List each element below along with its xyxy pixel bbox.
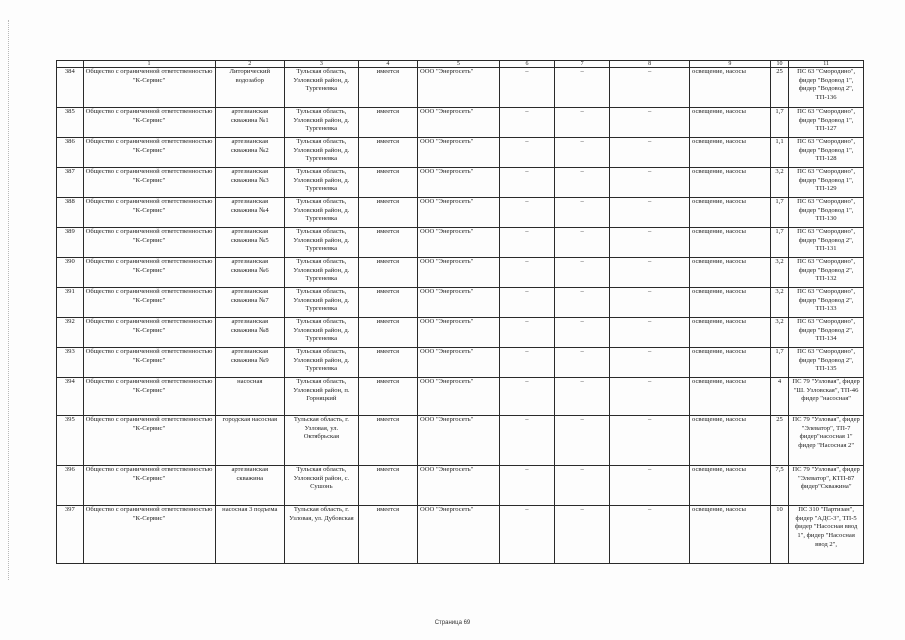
organization-cell: Общество с ограниченной ответственностью "К-Сервис" [83,258,215,288]
row-number: 386 [57,138,84,168]
organization-cell: Общество с ограниченной ответственностью "К-Сервис" [83,108,215,138]
power-cell: 3,2 [770,318,788,348]
power-cell: 3,2 [770,168,788,198]
column-header: 5 [418,61,500,68]
column-6-cell: – [499,228,554,258]
usage-cell: освещение, насосы [690,348,771,378]
column-6-cell: – [499,168,554,198]
column-7-cell: – [555,466,610,506]
availability-cell: имеется [358,506,417,564]
supplier-cell: ООО "Энергосеть" [418,416,500,466]
organization-cell: Общество с ограниченной ответственностью "К-Сервис" [83,348,215,378]
row-number: 385 [57,108,84,138]
availability-cell: имеется [358,258,417,288]
object-cell: артезианская скважина [215,466,285,506]
power-source-cell: ПС 310 "Партизан", фидер "АДС-3", ТП-5 фидер "Насосная ввод 1", фидер "Насосная ввод 2", [789,506,864,564]
usage-cell: освещение, насосы [690,198,771,228]
column-8-cell: – [610,416,690,466]
organization-cell: Общество с ограниченной ответственностью "К-Сервис" [83,198,215,228]
power-cell: 1,7 [770,108,788,138]
address-cell: Тульская область, Узловский район, д. Тургеневка [285,168,359,198]
power-source-cell: ПС 63 "Смородино", фидер "Водовод 2", ТП-131 [789,228,864,258]
power-source-cell: ПС 79 "Узловая", фидер "Ш. Узловская", ТП-46 фидер "насосная" [789,378,864,416]
power-source-cell: ПС 63 "Смородино", фидер "Водовод 2", ТП-133 [789,288,864,318]
column-6-cell: – [499,258,554,288]
organization-cell: Общество с ограниченной ответственностью "К-Сервис" [83,228,215,258]
power-cell: 3,2 [770,258,788,288]
power-cell: 10 [770,506,788,564]
object-cell: артезианская скважина №4 [215,198,285,228]
availability-cell: имеется [358,108,417,138]
power-source-cell: ПС 63 "Смородино", фидер "Водовод 1", фидер "Водовод 2", ТП-136 [789,68,864,108]
address-cell: Тульская область, Узловский район, д. Тургеневка [285,258,359,288]
column-8-cell: – [610,108,690,138]
row-number: 397 [57,506,84,564]
row-number: 387 [57,168,84,198]
power-source-cell: ПС 63 "Смородино", фидер "Водовод 1", ТП-128 [789,138,864,168]
column-7-cell: – [555,198,610,228]
column-6-cell: – [499,416,554,466]
power-source-cell: ПС 79 "Узловая", фидер "Элеватор", КТП-87 фидер"Скважина" [789,466,864,506]
column-7-cell: – [555,416,610,466]
table-row [57,506,864,564]
table-row [57,168,864,198]
usage-cell: освещение, насосы [690,258,771,288]
column-header: 1 [83,61,215,68]
column-8-cell: – [610,168,690,198]
power-source-cell: ПС 63 "Смородино", фидер "Водовод 2", ТП-135 [789,348,864,378]
usage-cell: освещение, насосы [690,506,771,564]
supplier-cell: ООО "Энергосеть" [418,68,500,108]
supplier-cell: ООО "Энергосеть" [418,288,500,318]
availability-cell: имеется [358,378,417,416]
column-7-cell: – [555,288,610,318]
usage-cell: освещение, насосы [690,68,771,108]
object-cell: насосная 3 подъема [215,506,285,564]
column-7-cell: – [555,68,610,108]
power-source-cell: ПС 63 "Смородино", фидер "Водовод 1", ТП-127 [789,108,864,138]
column-6-cell: – [499,68,554,108]
table-row [57,228,864,258]
address-cell: Тульская область, Узловский район, д. Тургеневка [285,108,359,138]
power-source-cell: ПС 63 "Смородино", фидер "Водовод 1", ТП-129 [789,168,864,198]
organization-cell: Общество с ограниченной ответственностью "К-Сервис" [83,378,215,416]
table-row [57,68,864,108]
address-cell: Тульская область, Узловский район, д. Тургеневка [285,348,359,378]
availability-cell: имеется [358,466,417,506]
power-source-cell: ПС 79 "Узловая", фидер "Элеватор", ТП-7 фидер"насосная 1" фидер "Насосная 2" [789,416,864,466]
supplier-cell: ООО "Энергосеть" [418,348,500,378]
supplier-cell: ООО "Энергосеть" [418,138,500,168]
power-source-cell: ПС 63 "Смородино", фидер "Водовод 2", ТП-132 [789,258,864,288]
organization-cell: Общество с ограниченной ответственностью "К-Сервис" [83,416,215,466]
column-6-cell: – [499,198,554,228]
power-cell: 25 [770,416,788,466]
column-7-cell: – [555,506,610,564]
power-source-cell: ПС 63 "Смородино", фидер "Водовод 1", ТП-130 [789,198,864,228]
column-6-cell: – [499,348,554,378]
supplier-cell: ООО "Энергосеть" [418,198,500,228]
column-header: 2 [215,61,285,68]
address-cell: Тульская область, Узловский район, п. Горняцкий [285,378,359,416]
usage-cell: освещение, насосы [690,288,771,318]
object-cell: артезианская скважина №3 [215,168,285,198]
column-number-row [57,61,864,68]
address-cell: Тульская область, Узловский район, д. Тургеневка [285,318,359,348]
organization-cell: Общество с ограниченной ответственностью "К-Сервис" [83,506,215,564]
power-cell: 4 [770,378,788,416]
column-7-cell: – [555,378,610,416]
object-cell: артезианская скважина №8 [215,318,285,348]
column-8-cell: – [610,228,690,258]
column-8-cell: – [610,378,690,416]
object-cell: артезианская скважина №6 [215,258,285,288]
row-number: 395 [57,416,84,466]
object-cell: Литорический водозабор [215,68,285,108]
table-row [57,198,864,228]
address-cell: Тульская область, Узловский район, д. Тургеневка [285,68,359,108]
column-header: 9 [690,61,771,68]
availability-cell: имеется [358,68,417,108]
usage-cell: освещение, насосы [690,228,771,258]
table-row [57,288,864,318]
object-cell: артезианская скважина №9 [215,348,285,378]
availability-cell: имеется [358,198,417,228]
column-8-cell: – [610,288,690,318]
address-cell: Тульская область, Узловский район, д. Тургеневка [285,228,359,258]
column-7-cell: – [555,138,610,168]
supplier-cell: ООО "Энергосеть" [418,506,500,564]
column-8-cell: – [610,258,690,288]
organization-cell: Общество с ограниченной ответственностью "К-Сервис" [83,168,215,198]
row-number: 392 [57,318,84,348]
address-cell: Тульская область, Узловский район, д. Тургеневка [285,138,359,168]
column-6-cell: – [499,288,554,318]
power-cell: 7,5 [770,466,788,506]
usage-cell: освещение, насосы [690,318,771,348]
organization-cell: Общество с ограниченной ответственностью "К-Сервис" [83,288,215,318]
column-8-cell: – [610,198,690,228]
column-8-cell: – [610,68,690,108]
column-header: 11 [789,61,864,68]
address-cell: Тульская область, Узловский район, д. Тургеневка [285,288,359,318]
address-cell: Тульская область, г. Узловая, ул. Дубовская [285,506,359,564]
usage-cell: освещение, насосы [690,108,771,138]
object-cell: артезианская скважина №5 [215,228,285,258]
table-row [57,416,864,466]
table-row [57,108,864,138]
organization-cell: Общество с ограниченной ответственностью "К-Сервис" [83,68,215,108]
row-number: 390 [57,258,84,288]
supplier-cell: ООО "Энергосеть" [418,318,500,348]
registry-table [56,60,864,564]
availability-cell: имеется [358,416,417,466]
column-header: 10 [770,61,788,68]
column-8-cell: – [610,318,690,348]
availability-cell: имеется [358,348,417,378]
power-cell: 3,2 [770,288,788,318]
page-number: Страница 69 [434,620,471,626]
table-row [57,348,864,378]
availability-cell: имеется [358,288,417,318]
address-cell: Тульская область, г. Узловая, ул. Октябрьская [285,416,359,466]
scan-edge-marks [8,20,10,580]
registry-body [57,68,864,564]
object-cell: артезианская скважина №7 [215,288,285,318]
organization-cell: Общество с ограниченной ответственностью "К-Сервис" [83,318,215,348]
organization-cell: Общество с ограниченной ответственностью "К-Сервис" [83,466,215,506]
column-7-cell: – [555,318,610,348]
usage-cell: освещение, насосы [690,138,771,168]
column-8-cell: – [610,506,690,564]
row-number: 396 [57,466,84,506]
table-row [57,258,864,288]
supplier-cell: ООО "Энергосеть" [418,258,500,288]
column-6-cell: – [499,466,554,506]
column-header-blank [57,61,84,68]
column-7-cell: – [555,258,610,288]
row-number: 393 [57,348,84,378]
table-row [57,318,864,348]
column-7-cell: – [555,348,610,378]
object-cell: артезианская скважина №1 [215,108,285,138]
power-cell: 1,1 [770,138,788,168]
availability-cell: имеется [358,138,417,168]
column-6-cell: – [499,138,554,168]
table-row [57,466,864,506]
supplier-cell: ООО "Энергосеть" [418,466,500,506]
object-cell: артезианская скважина №2 [215,138,285,168]
supplier-cell: ООО "Энергосеть" [418,228,500,258]
usage-cell: освещение, насосы [690,466,771,506]
column-7-cell: – [555,228,610,258]
power-cell: 25 [770,68,788,108]
column-header: 3 [285,61,359,68]
power-cell: 1,7 [770,228,788,258]
row-number: 384 [57,68,84,108]
power-cell: 1,7 [770,348,788,378]
column-6-cell: – [499,318,554,348]
object-cell: городская насосная [215,416,285,466]
row-number: 394 [57,378,84,416]
column-header: 8 [610,61,690,68]
usage-cell: освещение, насосы [690,416,771,466]
column-6-cell: – [499,378,554,416]
column-8-cell: – [610,466,690,506]
power-cell: 1,7 [770,198,788,228]
usage-cell: освещение, насосы [690,378,771,416]
column-6-cell: – [499,108,554,138]
organization-cell: Общество с ограниченной ответственностью "К-Сервис" [83,138,215,168]
supplier-cell: ООО "Энергосеть" [418,378,500,416]
availability-cell: имеется [358,318,417,348]
table-row [57,138,864,168]
object-cell: насосная [215,378,285,416]
availability-cell: имеется [358,228,417,258]
row-number: 388 [57,198,84,228]
row-number: 389 [57,228,84,258]
address-cell: Тульская область, Узловский район, с. Сушонь [285,466,359,506]
supplier-cell: ООО "Энергосеть" [418,168,500,198]
column-header: 6 [499,61,554,68]
power-source-cell: ПС 63 "Смородино", фидер "Водовод 2", ТП-134 [789,318,864,348]
table-row [57,378,864,416]
column-7-cell: – [555,108,610,138]
column-6-cell: – [499,506,554,564]
column-8-cell: – [610,138,690,168]
column-header: 4 [358,61,417,68]
address-cell: Тульская область, Узловский район, д. Тургеневка [285,198,359,228]
row-number: 391 [57,288,84,318]
column-8-cell: – [610,348,690,378]
supplier-cell: ООО "Энергосеть" [418,108,500,138]
column-header: 7 [555,61,610,68]
usage-cell: освещение, насосы [690,168,771,198]
column-7-cell: – [555,168,610,198]
availability-cell: имеется [358,168,417,198]
